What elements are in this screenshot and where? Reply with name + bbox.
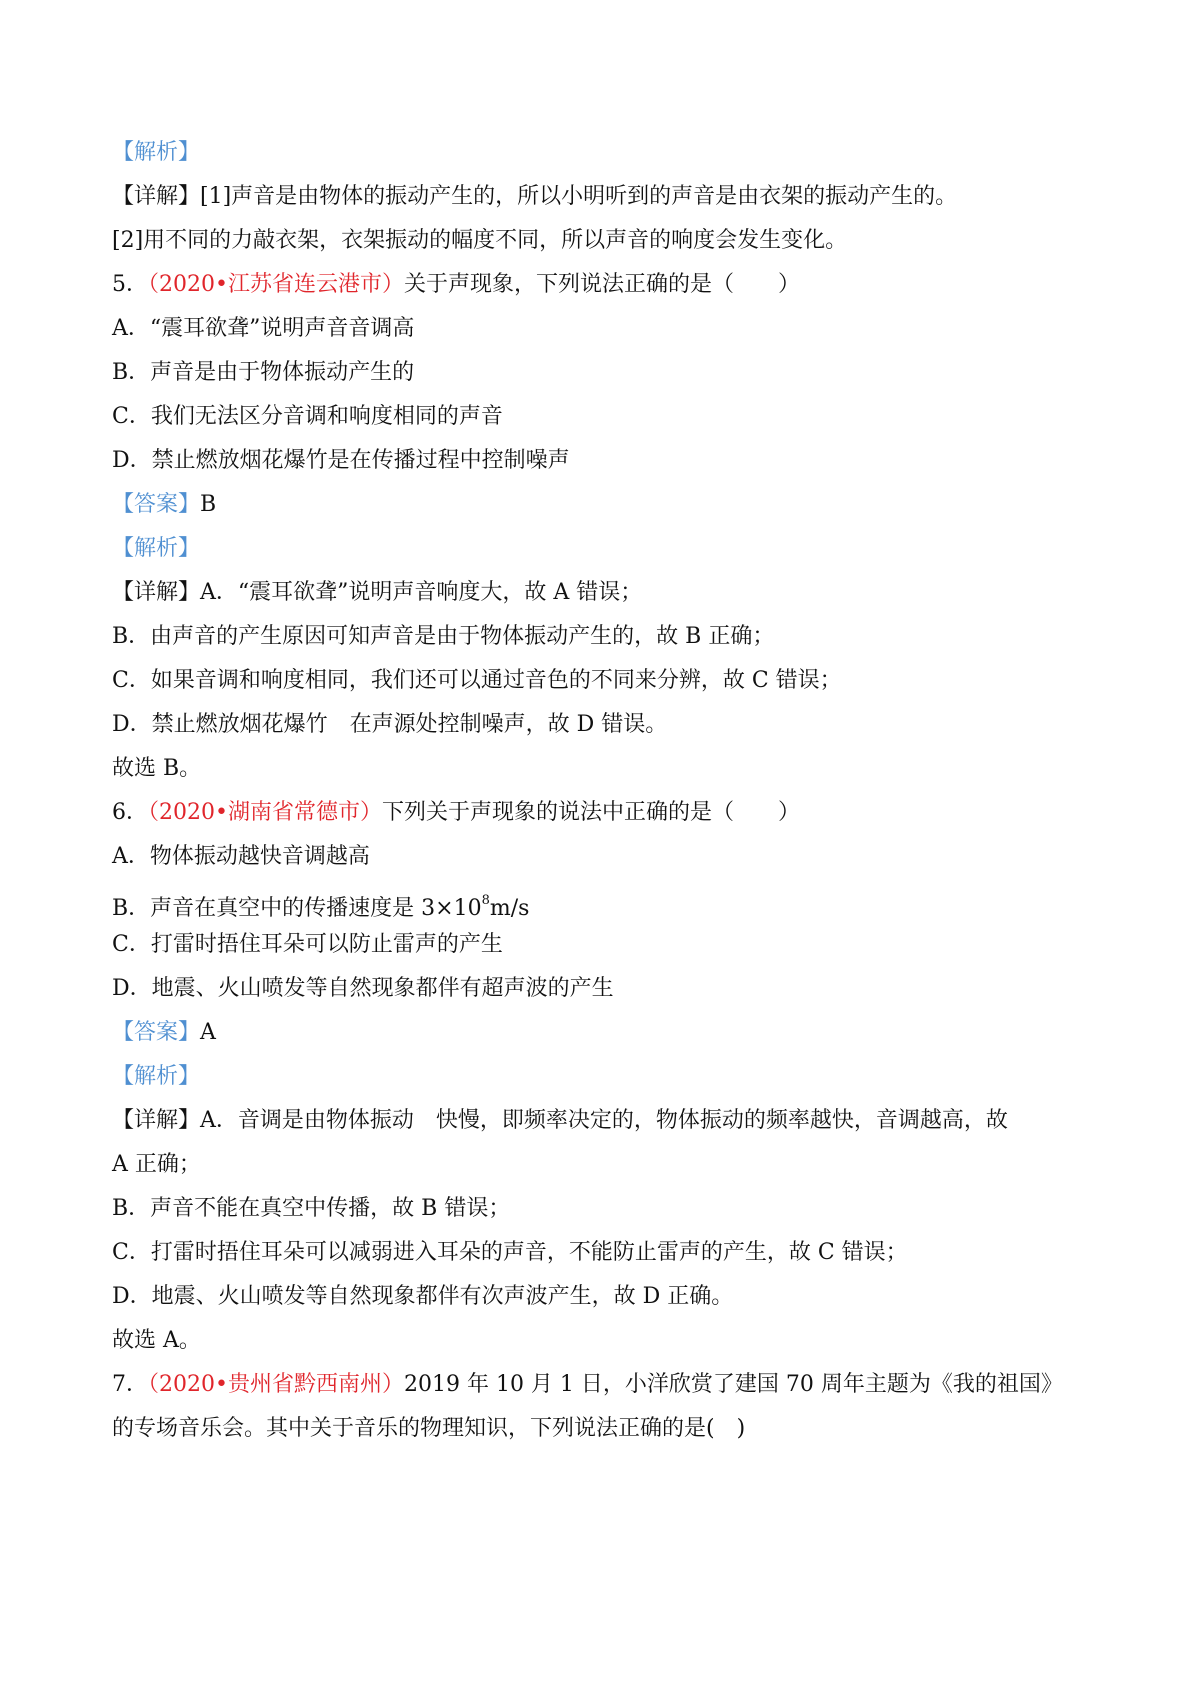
- option-c: [112, 402, 503, 432]
- detail-line: [112, 710, 667, 740]
- option-c: [112, 930, 503, 960]
- option-a: [112, 314, 414, 344]
- answer-line: [112, 1018, 216, 1048]
- answer-value: B: [200, 492, 217, 517]
- option-text: B．声音在真空中的传播速度是 3×10: [112, 896, 482, 921]
- question-5-stem: [112, 270, 800, 300]
- option-b: [112, 358, 414, 388]
- option-b: [112, 886, 529, 924]
- detail-line: [112, 622, 774, 652]
- analysis-heading: [112, 534, 200, 564]
- question-7-stem: [112, 1370, 1063, 1400]
- conclusion-line: [112, 1326, 201, 1356]
- detail-line: [112, 666, 842, 696]
- answer-value: A: [200, 1020, 216, 1045]
- option-unit: m/s: [489, 896, 530, 921]
- detail-line: [112, 1282, 733, 1312]
- detail-line: [112, 1150, 201, 1180]
- detail-text: C．如果音调和响度相同，我们还可以通过音色的不同来分辨，故 C 错误；: [112, 668, 842, 693]
- detail-tag: 【详解】: [112, 1108, 201, 1133]
- question-6-stem: [112, 798, 800, 828]
- detail-text: A．“震耳欲聋”说明声音响度大，故 A 错误；: [200, 580, 643, 605]
- option-text: A．物体振动越快音调越高: [112, 844, 370, 869]
- question-number: 7．: [112, 1372, 148, 1397]
- detail-text: [2]用不同的力敲衣架，衣架振动的幅度不同，所以声音的响度会发生变化。: [112, 228, 848, 253]
- exponent: 8: [481, 893, 490, 908]
- conclusion-text: 故选 B。: [112, 756, 202, 781]
- detail-text: A．音调是由物体振动 快慢，即频率决定的，物体振动的频率越快，音调越高，故: [200, 1108, 1008, 1133]
- answer-line: [112, 490, 216, 520]
- option-d: [112, 974, 614, 1004]
- question-text: 的专场音乐会。其中关于音乐的物理知识，下列说法正确的是( ): [112, 1416, 746, 1441]
- analysis-heading: [112, 1062, 200, 1092]
- option-text: D．禁止燃放烟花爆竹是在传播过程中控制噪声: [112, 448, 570, 473]
- answer-tag: 【答案】: [112, 1020, 201, 1045]
- question-source: （2020•湖南省常德市）: [148, 800, 382, 825]
- question-source: （2020•江苏省连云港市）: [148, 272, 404, 297]
- analysis-tag: 【解析】: [112, 536, 201, 561]
- detail-text: [1]声音是由物体的振动产生的，所以小明听到的声音是由衣架的振动产生的。: [200, 184, 958, 209]
- question-text: 关于声现象，下列说法正确的是（ ）: [403, 272, 800, 297]
- option-text: B．声音是由于物体振动产生的: [112, 360, 415, 385]
- analysis-tag: 【解析】: [112, 140, 201, 165]
- question-source: （2020•贵州省黔西南州）: [148, 1372, 404, 1397]
- detail-line: [112, 1106, 1008, 1136]
- option-text: A．“震耳欲聋”说明声音音调高: [112, 316, 415, 341]
- detail-line: [112, 1238, 908, 1268]
- detail-tag: 【详解】: [112, 184, 201, 209]
- question-number: 5．: [112, 272, 148, 297]
- answer-tag: 【答案】: [112, 492, 201, 517]
- detail-text: C．打雷时捂住耳朵可以减弱进入耳朵的声音，不能防止雷声的产生，故 C 错误；: [112, 1240, 908, 1265]
- question-text: 2019 年 10 月 1 日，小洋欣赏了建国 70 周年主题为《我的祖国》: [403, 1372, 1063, 1397]
- option-text: C．我们无法区分音调和响度相同的声音: [112, 404, 503, 429]
- conclusion-line: [112, 754, 201, 784]
- question-number: 6．: [112, 800, 148, 825]
- question-7-stem-continued: [112, 1414, 745, 1444]
- detail-text: D．禁止燃放烟花爆竹 在声源处控制噪声，故 D 错误。: [112, 712, 668, 737]
- analysis-heading: [112, 138, 200, 168]
- detail-line: [112, 1194, 510, 1224]
- option-text: D．地震、火山喷发等自然现象都伴有超声波的产生: [112, 976, 614, 1001]
- detail-text: D．地震、火山喷发等自然现象都伴有次声波产生，故 D 正确。: [112, 1284, 734, 1309]
- detail-line: [112, 182, 957, 212]
- option-text: C．打雷时捂住耳朵可以防止雷声的产生: [112, 932, 503, 957]
- detail-text: B．由声音的产生原因可知声音是由于物体振动产生的，故 B 正确；: [112, 624, 775, 649]
- option-d: [112, 446, 570, 476]
- detail-text: B．声音不能在真空中传播，故 B 错误；: [112, 1196, 511, 1221]
- question-text: 下列关于声现象的说法中正确的是（ ）: [381, 800, 800, 825]
- detail-tag: 【详解】: [112, 580, 201, 605]
- option-a: [112, 842, 370, 872]
- conclusion-text: 故选 A。: [112, 1328, 201, 1353]
- analysis-tag: 【解析】: [112, 1064, 201, 1089]
- detail-text: A 正确；: [112, 1152, 201, 1177]
- detail-line: [112, 578, 642, 608]
- detail-line: [112, 226, 847, 256]
